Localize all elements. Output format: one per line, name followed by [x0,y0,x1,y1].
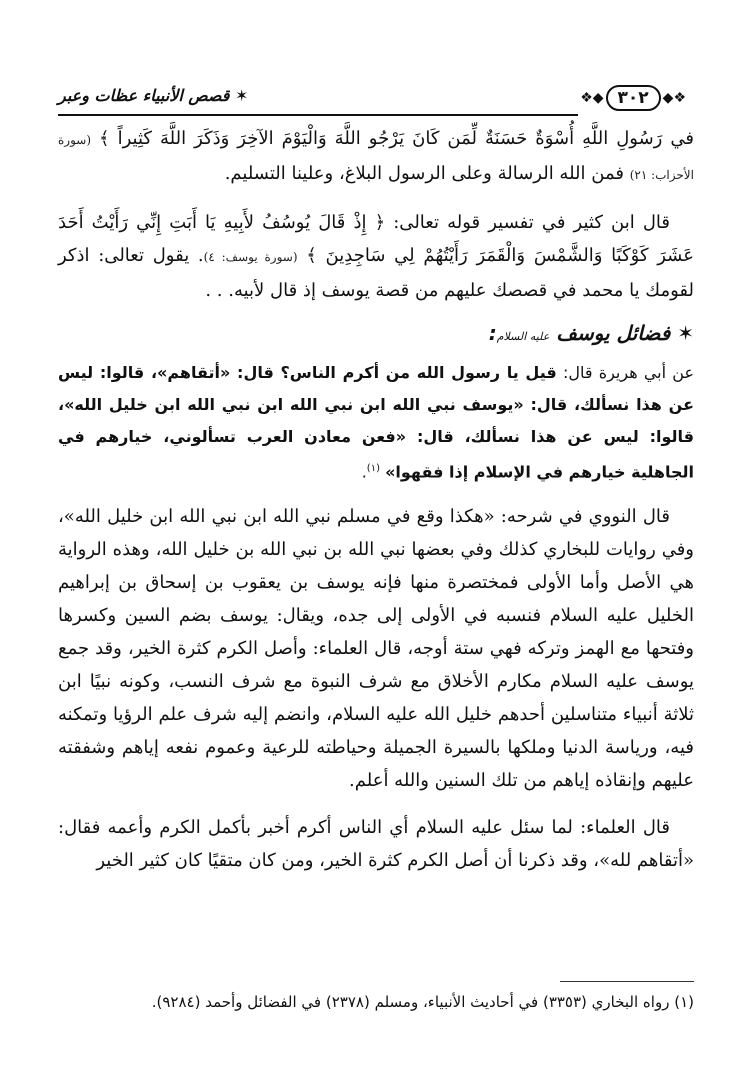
section-heading: ✶ فضائل يوسف عليه السلام: [488,321,694,345]
blessing-glyph: عليه السلام [496,330,550,343]
heading-text: ✶ فضائل يوسف [556,321,694,345]
paragraph-text: . يقول تعالى: اذكر لقومك يا محمد في قصصك عليهم من قصة يوسف إذ قال لأبيه. . . [58,245,694,301]
paragraph-ibn-kathir [58,206,694,307]
hadith-block: عن أبي هريرة قال: قيل يا رسول الله من أكرم الناس؟ قال: «أتقاهم»، قالوا: ليس عن هذا نسألك، قال: «يوسف نبي الله ابن نبي الله ابن نبي الله ابن خليل الله»، قالوا: ليس عن هذا نسألك، قال: «فعن معادن العرب تسألوني، خيارهم في الجاهلية خيارهم في الإسلام إذا فقهوا» $^{(١)}$. [58,363,695,482]
footnote: (١) رواه البخاري (٣٣٥٣) في أحاديث الأنبياء، ومسلم (٢٣٧٨) في الفضائل وأحمد (٩٢٨٤). [151,993,694,1011]
ornament-icon: ❖◆ [662,90,686,106]
paragraph-text: فمن الله الرسالة وعلى الرسول البلاغ، وعلينا التسليم. [224,163,624,184]
verse-reference: (سورة الأحزاب: ٢١) [58,133,694,182]
quran-verse: في رَسُولِ اللَّهِ أُسْوَةٌ حَسَنَةٌ لِّمَن كَانَ يَرْجُو اللَّهَ وَالْيَوْمَ الآخِرَ وَذَكَرَ اللَّهَ كَثِيراً ﴾ [99,128,694,149]
page-header [58,84,694,114]
hadith-text: قيل يا رسول الله من أكرم الناس؟ قال: «أتقاهم»، قالوا: ليس عن هذا نسألك، قال: «يوسف نبي الله ابن نبي الله ابن نبي الله ابن خليل الله»، قالوا: ليس عن هذا نسألك، قال: «فعن معادن العرب تسألوني، خيارهم في الجاهلية خيارهم في الإسلام إذا فقهوا» [58,363,694,482]
footnote-rule [560,981,694,982]
page-body [58,122,694,891]
book-title: ✶ قصص الأنبياء عظات وعبر [58,86,249,105]
page-number-ornament [580,84,686,112]
paragraph-nawawi: قال النووي في شرحه: «هكذا وقع في مسلم نبي الله ابن نبي الله ابن خليل الله»، وفي روايات للبخاري كذلك وفي بعضها نبي الله بن نبي الله بن خليل الله، وهذه الرواية هي الأصل وأما الأولى فمختصرة منها فإنه يوسف بن يعقوب بن إسحاق بن إبراهيم الخليل عليه السلام فنسبه في الأولى إلى جده، ويقال: يوسف بضم السين وكسرها وفتحها مع الهمز وتركه فهي ستة أوجه، قال العلماء: وأصل الكرم كثرة الخير، وقد جمع يوسف عليه السلام مكارم الأخلاق مع شرف النبوة مع شرف النسب، وكونه نبيًا ابن ثلاثة أنبياء متناسلين أحدهم خليل الله عليه السلام، وانضم إليه شرف علم الرؤيا وتمكنه فيه، ورياسة الدنيا وملكها بالسيرة الجميلة وحياطته للرعية وعموم نفعه إياهم وشفقته عليهم وإنقاذه إياهم من تلك السنين والله أعلم. [58,506,695,792]
hadith-intro: عن أبي هريرة قال: [562,363,695,382]
quran-verse: قال ابن كثير في تفسير قوله تعالى: ﴿ إِذْ قَالَ يُوسُفُ لأَبِيهِ يَا أَبَتِ إِنِّي رَأَيْتُ أَحَدَ عَشَرَ كَوْكَبًا وَالشَّمْسَ وَالْقَمَرَ رَأَيْتُهُمْ لِي سَاجِدِينَ ﴾ [58,212,694,266]
verse-reference: (سورة يوسف: ٤) [203,250,298,264]
page-number: ٣٠٢ [606,85,661,111]
paragraph-ulama: قال العلماء: لما سئل عليه السلام أي الناس أكرم أخبر بأكمل الكرم وأعمه فقال: «أتقاهم لله»، وقد ذكرنا أن أصل الكرم كثرة الخير، ومن كان متقيًا كان كثير الخير [58,817,694,872]
paragraph-verse-ahzab [58,122,694,192]
header-rule [58,114,578,116]
footnote-marker: (١) [366,463,380,474]
ornament-icon: ◆❖ [580,90,604,106]
